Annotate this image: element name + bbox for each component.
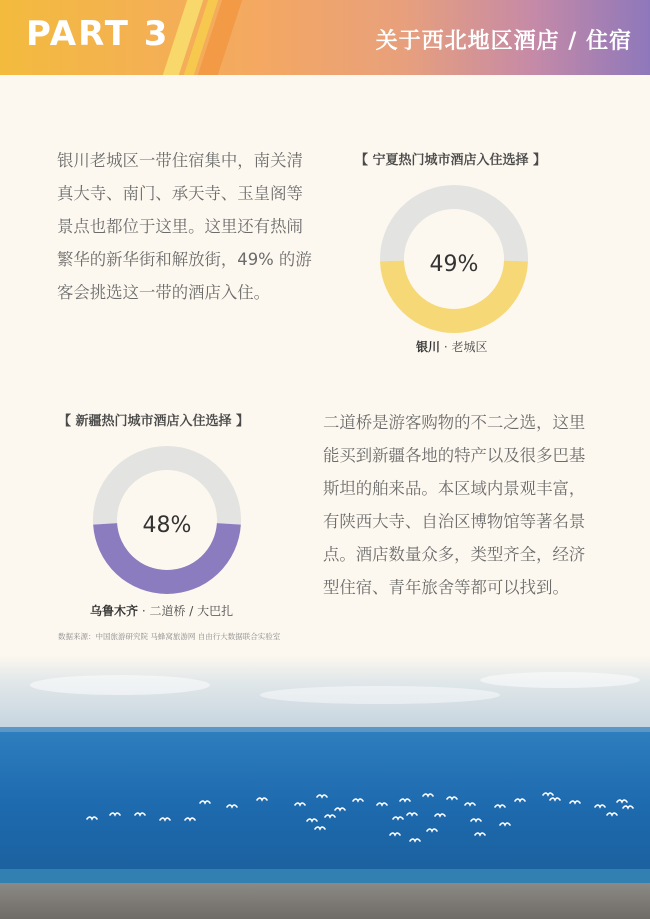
ningxia-chart-title: 【 宁夏热门城市酒店入住选择 】 xyxy=(355,153,547,168)
xinjiang-donut-label xyxy=(90,602,233,619)
donut-center-value: 49% xyxy=(429,252,479,277)
part-label: PART 3 xyxy=(26,14,170,54)
ningxia-donut-chart xyxy=(380,185,528,333)
sea-with-seagulls-photo xyxy=(0,655,650,919)
area-name: · 二道桥 / 大巴扎 xyxy=(138,604,234,618)
sea-photo-image xyxy=(0,655,650,919)
xinjiang-chart-title: 【 新疆热门城市酒店入住选择 】 xyxy=(58,414,250,429)
section-title: 关于西北地区酒店 / 住宿 xyxy=(375,29,632,54)
urumqi-description: 二道桥是游客购物的不二之选，这里能买到新疆各地的特产以及很多巴基斯坦的舶来品。本区域内景观丰富，有陕西大寺、自治区博物馆等著名景点。酒店数量众多，类型齐全，经济型住宿、青年旅舍等都可以找到。 xyxy=(323,413,586,597)
area-name: · 老城区 xyxy=(440,340,488,354)
yinchuan-description: 银川老城区一带住宿集中，南关清真大寺、南门、承天寺、玉皇阁等景点也都位于这里。这里还有热闹繁华的新华街和解放街，49% 的游客会挑选这一带的酒店入住。 xyxy=(57,151,312,302)
city-name: 乌鲁木齐 xyxy=(90,604,139,618)
city-name: 银川 xyxy=(416,340,441,354)
header-banner xyxy=(0,0,650,75)
donut-center-value: 48% xyxy=(142,513,192,538)
xinjiang-donut-chart xyxy=(93,446,241,594)
ningxia-donut-label xyxy=(416,338,487,355)
data-source-note: 数据来源：中国旅游研究院 马蜂窝旅游网 自由行大数据联合实验室 xyxy=(58,632,281,641)
